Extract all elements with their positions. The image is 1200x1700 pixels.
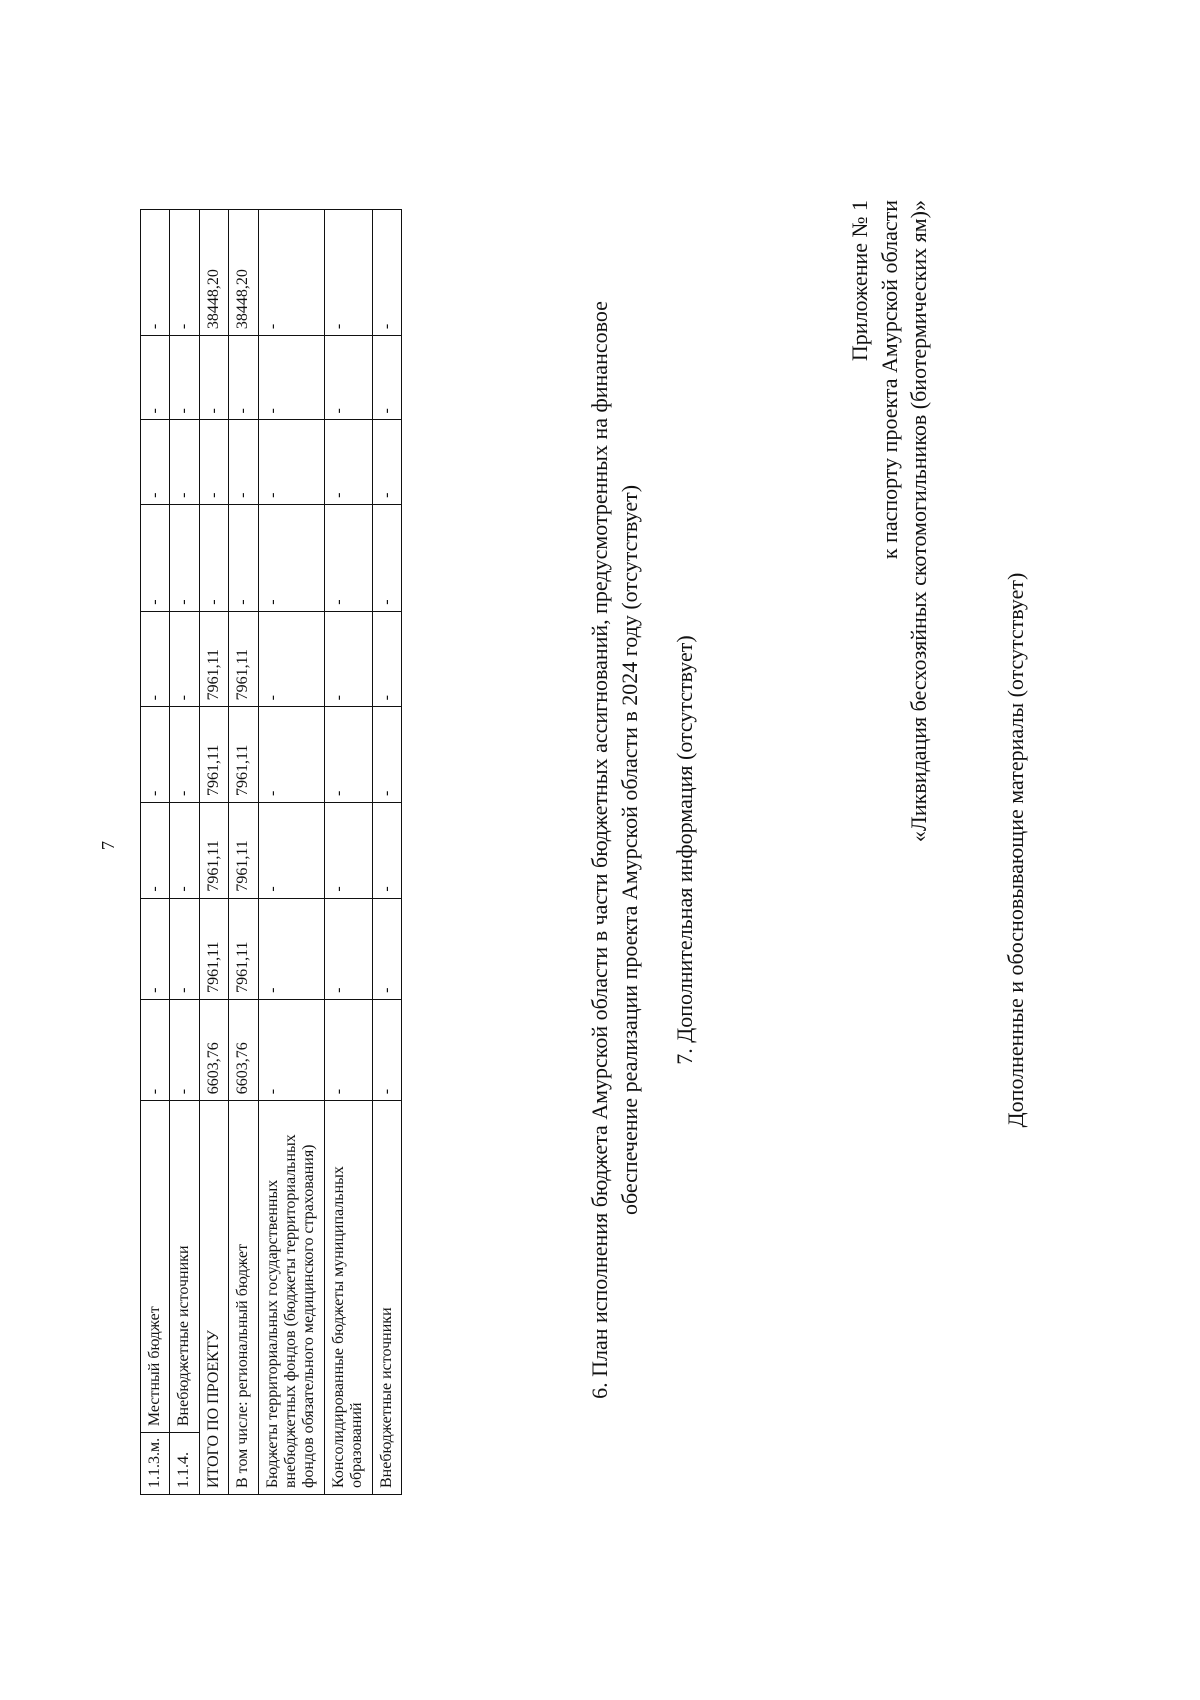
value-cell: 38448,20 xyxy=(229,210,258,336)
value-cell: - xyxy=(258,420,324,504)
value-cell: - xyxy=(170,611,199,707)
value-cell: - xyxy=(324,210,372,336)
value-cell: - xyxy=(324,707,372,803)
table-row xyxy=(258,210,324,1495)
value-cell: - xyxy=(170,999,199,1100)
value-cell: - xyxy=(229,420,258,504)
value-cell: - xyxy=(324,803,372,899)
row-label: Внебюджетные источники xyxy=(372,1101,401,1495)
value-cell: 7961,11 xyxy=(229,707,258,803)
value-cell: - xyxy=(324,336,372,420)
materials-heading: Дополненные и обосновывающие материалы (отсутствует) xyxy=(1003,572,1028,1128)
row-name: Внебюджетные источники xyxy=(170,1101,199,1433)
value-cell: - xyxy=(141,803,170,899)
value-cell: - xyxy=(258,707,324,803)
row-name: Местный бюджет xyxy=(141,1101,170,1433)
value-cell: - xyxy=(199,504,228,611)
table-row xyxy=(229,210,258,1495)
value-cell: - xyxy=(372,336,401,420)
value-cell: - xyxy=(372,999,401,1100)
value-cell: - xyxy=(141,336,170,420)
value-cell: - xyxy=(372,803,401,899)
value-cell: - xyxy=(229,336,258,420)
value-cell: - xyxy=(170,803,199,899)
value-cell: - xyxy=(229,504,258,611)
value-cell: - xyxy=(258,504,324,611)
value-cell: - xyxy=(170,210,199,336)
table-row xyxy=(170,210,199,1495)
value-cell: - xyxy=(372,707,401,803)
row-label: В том числе: региональный бюджет xyxy=(229,1101,258,1495)
value-cell: - xyxy=(170,504,199,611)
value-cell: 7961,11 xyxy=(229,803,258,899)
value-cell: - xyxy=(372,420,401,504)
value-cell: - xyxy=(170,898,199,999)
value-cell: 38448,20 xyxy=(199,210,228,336)
value-cell: - xyxy=(324,420,372,504)
table-row xyxy=(141,210,170,1495)
appendix-number: Приложение № 1 xyxy=(847,200,872,362)
value-cell: - xyxy=(141,611,170,707)
value-cell: - xyxy=(372,898,401,999)
row-label: ИТОГО ПО ПРОЕКТУ xyxy=(199,1101,228,1495)
appendix-header xyxy=(845,200,934,1100)
value-cell: - xyxy=(199,420,228,504)
value-cell: - xyxy=(258,336,324,420)
value-cell: - xyxy=(324,611,372,707)
row-label: Консолидированные бюджеты муниципальных образований xyxy=(324,1101,372,1495)
value-cell: - xyxy=(258,898,324,999)
section-6-heading xyxy=(585,140,644,1560)
row-code: 1.1.4. xyxy=(170,1433,199,1495)
appendix-reference: к паспорту проекта Амурской области xyxy=(876,200,902,560)
page-number: 7 xyxy=(98,841,118,850)
table-row xyxy=(199,210,228,1495)
table-row xyxy=(372,210,401,1495)
value-cell: 7961,11 xyxy=(229,898,258,999)
value-cell: - xyxy=(258,999,324,1100)
value-cell: - xyxy=(258,210,324,336)
value-cell: - xyxy=(258,611,324,707)
value-cell: - xyxy=(372,210,401,336)
value-cell: 6603,76 xyxy=(199,999,228,1100)
value-cell: - xyxy=(170,420,199,504)
row-code: 1.1.3.м. xyxy=(141,1433,170,1495)
value-cell: - xyxy=(170,707,199,803)
value-cell: 7961,11 xyxy=(199,803,228,899)
section-7-heading: 7. Дополнительная информация (отсутствует) xyxy=(672,635,697,1065)
value-cell: - xyxy=(141,210,170,336)
section-6-line-1: 6. План исполнения бюджета Амурской области в части бюджетных ассигнований, предусмотренных на финансовое xyxy=(587,301,612,1399)
value-cell: - xyxy=(324,898,372,999)
row-label: Бюджеты территориальных государственных внебюджетных фондов (бюджеты территориальных фондов обязательного медицинского страхования) xyxy=(258,1101,324,1495)
value-cell: - xyxy=(372,611,401,707)
appendix-project-title: «Ликвидация бесхозяйных скотомогильников (биотермических ям)» xyxy=(906,200,932,843)
value-cell: - xyxy=(199,336,228,420)
value-cell: - xyxy=(141,504,170,611)
value-cell: - xyxy=(141,707,170,803)
value-cell: - xyxy=(324,999,372,1100)
table-row xyxy=(324,210,372,1495)
value-cell: - xyxy=(141,999,170,1100)
budget-table xyxy=(140,209,402,1495)
value-cell: - xyxy=(258,803,324,899)
value-cell: 6603,76 xyxy=(229,999,258,1100)
value-cell: 7961,11 xyxy=(229,611,258,707)
value-cell: 7961,11 xyxy=(199,611,228,707)
value-cell: - xyxy=(141,898,170,999)
value-cell: - xyxy=(324,504,372,611)
value-cell: 7961,11 xyxy=(199,707,228,803)
value-cell: - xyxy=(141,420,170,504)
value-cell: - xyxy=(372,504,401,611)
value-cell: - xyxy=(170,336,199,420)
section-6-line-2: обеспечение реализации проекта Амурской области в 2024 году (отсутствует) xyxy=(616,484,642,1216)
value-cell: 7961,11 xyxy=(199,898,228,999)
